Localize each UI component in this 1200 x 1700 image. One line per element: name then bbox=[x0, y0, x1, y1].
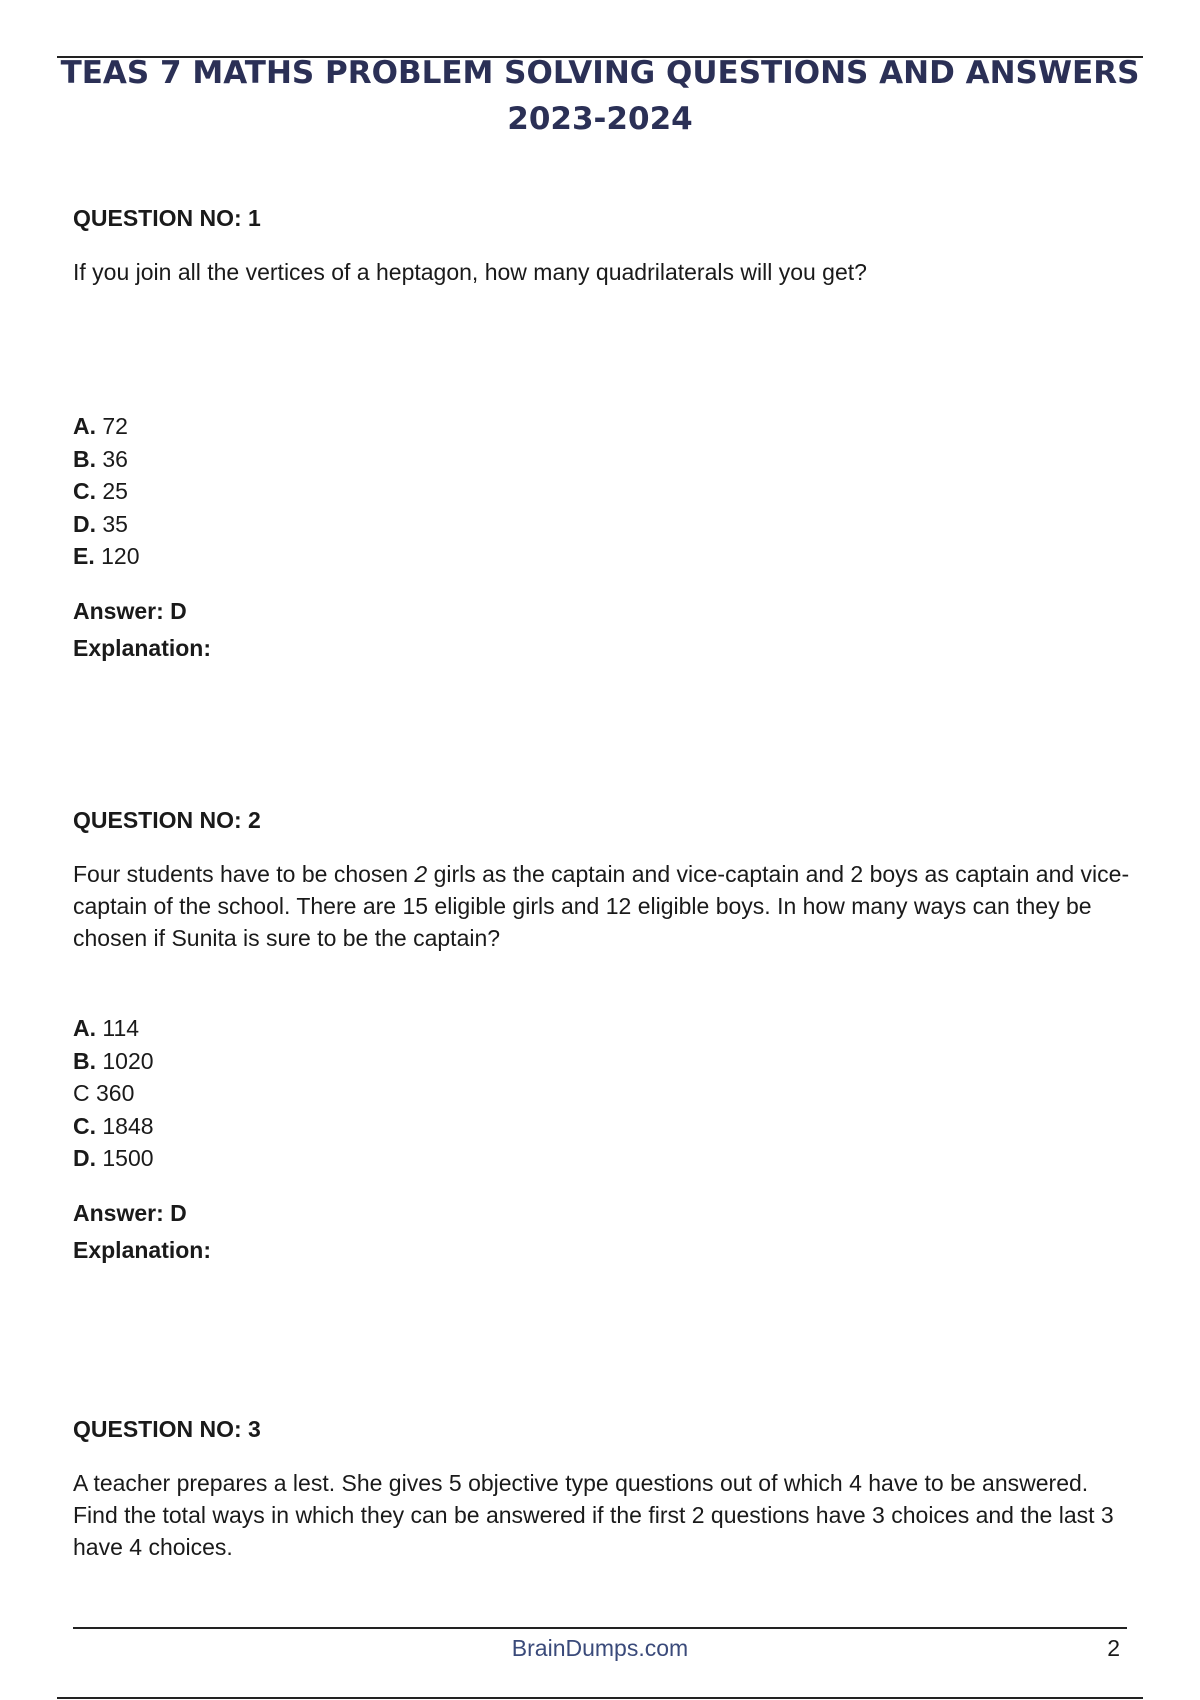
question-heading: QUESTION NO: 3 bbox=[73, 1416, 261, 1442]
question-heading: QUESTION NO: 1 bbox=[73, 205, 261, 231]
question-text-part: Four students have to be chosen bbox=[73, 861, 415, 887]
answer-options bbox=[73, 1012, 1133, 1175]
title-line-2: 2023-2024 bbox=[507, 101, 693, 137]
answer-label: Answer: D bbox=[73, 597, 187, 624]
option-value: 120 bbox=[101, 543, 140, 569]
question-text-part: girls as the captain and vice-captain and 2 boys as captain and vice-captain of the school. There are 15 eligible girls and 12 eligible boys. In how many ways can they be chosen if Sunita is sure to be the captain? bbox=[73, 861, 1130, 951]
option-value: 35 bbox=[102, 510, 128, 537]
option-letter: B. bbox=[73, 1047, 96, 1074]
option-b bbox=[73, 1045, 1133, 1078]
option-d bbox=[73, 1142, 1133, 1175]
option-e bbox=[73, 540, 1133, 573]
option-d bbox=[73, 508, 1133, 541]
question-heading: QUESTION NO: 2 bbox=[73, 807, 261, 833]
page-number: 2 bbox=[1107, 1635, 1120, 1661]
option-letter: A. bbox=[73, 413, 96, 439]
option-letter: B. bbox=[73, 445, 96, 472]
option-value: 1500 bbox=[102, 1145, 154, 1171]
bottom-rule bbox=[57, 1697, 1143, 1699]
option-letter: D. bbox=[73, 1145, 96, 1171]
option-b bbox=[73, 443, 1133, 476]
question-text-italic: 2 bbox=[414, 861, 428, 887]
question-text bbox=[73, 256, 1133, 288]
option-value: 1848 bbox=[102, 1112, 154, 1139]
option-value: 25 bbox=[102, 478, 128, 504]
question-text bbox=[73, 1467, 1133, 1563]
question-text-part: A teacher prepares a lest. She gives 5 objective type questions out of which 4 have to be answered. Find the total ways in which they can be answered if the first 2 questions have 3 choices and the last 3 have 4 choices. bbox=[73, 1470, 1114, 1560]
explanation-label: Explanation: bbox=[73, 1236, 212, 1263]
question-text-part: If you join all the vertices of a heptagon, how many quadrilaterals will you get? bbox=[73, 259, 867, 285]
footer-site-name: BrainDumps.com bbox=[511, 1635, 689, 1661]
option-c bbox=[73, 475, 1133, 508]
option-letter: A. bbox=[73, 1015, 96, 1041]
footer-rule bbox=[73, 1627, 1127, 1629]
answer-options bbox=[73, 410, 1133, 573]
option-value: 1020 bbox=[102, 1047, 154, 1074]
answer-label: Answer: D bbox=[73, 1199, 187, 1226]
option-letter: D. bbox=[73, 510, 96, 537]
option-value: 360 bbox=[96, 1080, 135, 1106]
document-title bbox=[0, 50, 1200, 142]
title-line-1: TEAS 7 MATHS PROBLEM SOLVING QUESTIONS AND ANSWERS bbox=[60, 55, 1140, 91]
question-text bbox=[73, 858, 1133, 954]
option-c bbox=[73, 1110, 1133, 1143]
option-c-unlabeled bbox=[73, 1077, 1133, 1110]
question-3 bbox=[73, 1415, 1133, 1563]
option-letter: C. bbox=[73, 478, 96, 504]
option-value: 72 bbox=[102, 413, 128, 439]
option-a bbox=[73, 410, 1133, 443]
option-value: 114 bbox=[102, 1015, 140, 1041]
option-letter: C bbox=[73, 1080, 90, 1106]
option-letter: C. bbox=[73, 1112, 96, 1139]
explanation-label: Explanation: bbox=[73, 634, 212, 661]
option-a bbox=[73, 1012, 1133, 1045]
question-1 bbox=[73, 204, 1133, 667]
question-2 bbox=[73, 806, 1133, 1269]
option-letter: E. bbox=[73, 543, 95, 569]
option-value: 36 bbox=[102, 445, 128, 472]
